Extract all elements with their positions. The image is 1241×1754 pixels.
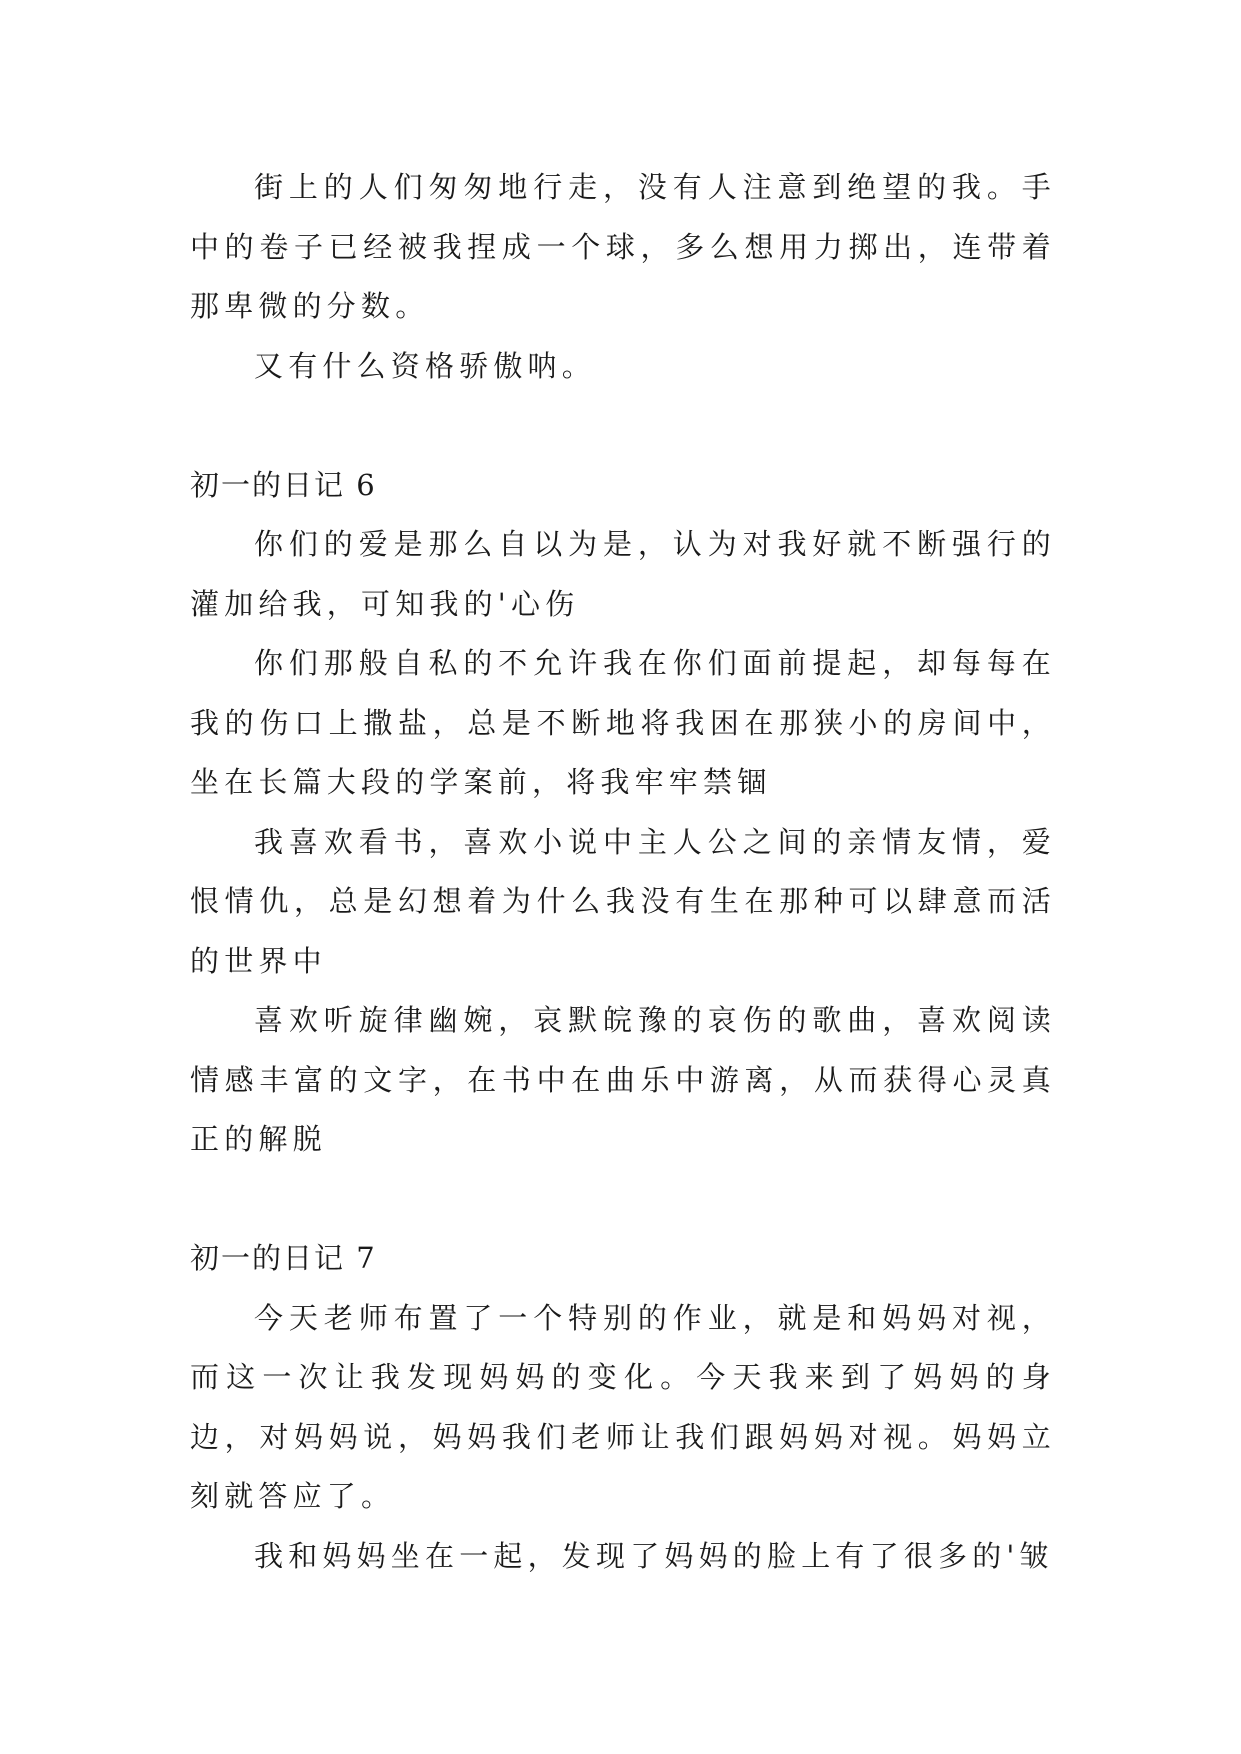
section-gap (190, 396, 1056, 456)
text-column (190, 158, 1056, 1586)
paragraph: 喜欢听旋律幽婉，哀默皖豫的哀伤的歌曲，喜欢阅读情感丰富的文字，在书中在曲乐中游离，从而获得心灵真正的解脱 (190, 1003, 1056, 1156)
section-title: 初一的日记 6 (190, 467, 377, 502)
paragraph: 今天老师布置了一个特别的作业，就是和妈妈对视，而这一次让我发现妈妈的变化。今天我来到了妈妈的身边，对妈妈说，妈妈我们老师让我们跟妈妈对视。妈妈立刻就答应了。 (190, 1300, 1056, 1513)
paragraph: 又有什么资格骄傲呐。 (254, 348, 597, 383)
paragraph: 你们那般自私的不允许我在你们面前提起，却每每在我的伤口上撒盐，总是不断地将我困在那狭小的房间中，坐在长篇大段的学案前，将我牢牢禁锢 (190, 646, 1056, 799)
section-title: 初一的日记 7 (190, 1241, 377, 1275)
paragraph: 你们的爱是那么自以为是，认为对我好就不断强行的灌加给我，可知我的'心伤 (190, 527, 1056, 621)
paragraph: 我和妈妈坐在一起，发现了妈妈的脸上有了很多的'皱 (254, 1538, 1054, 1573)
paragraph: 我喜欢看书，喜欢小说中主人公之间的亲情友情，爱恨情仇，总是幻想着为什么我没有生在那种可以肆意而活的世界中 (190, 824, 1056, 978)
paragraph: 街上的人们匆匆地行走，没有人注意到绝望的我。手中的卷子已经被我捏成一个球，多么想用力掷出，连带着那卑微的分数。 (190, 170, 1056, 323)
section-gap (190, 1170, 1056, 1230)
